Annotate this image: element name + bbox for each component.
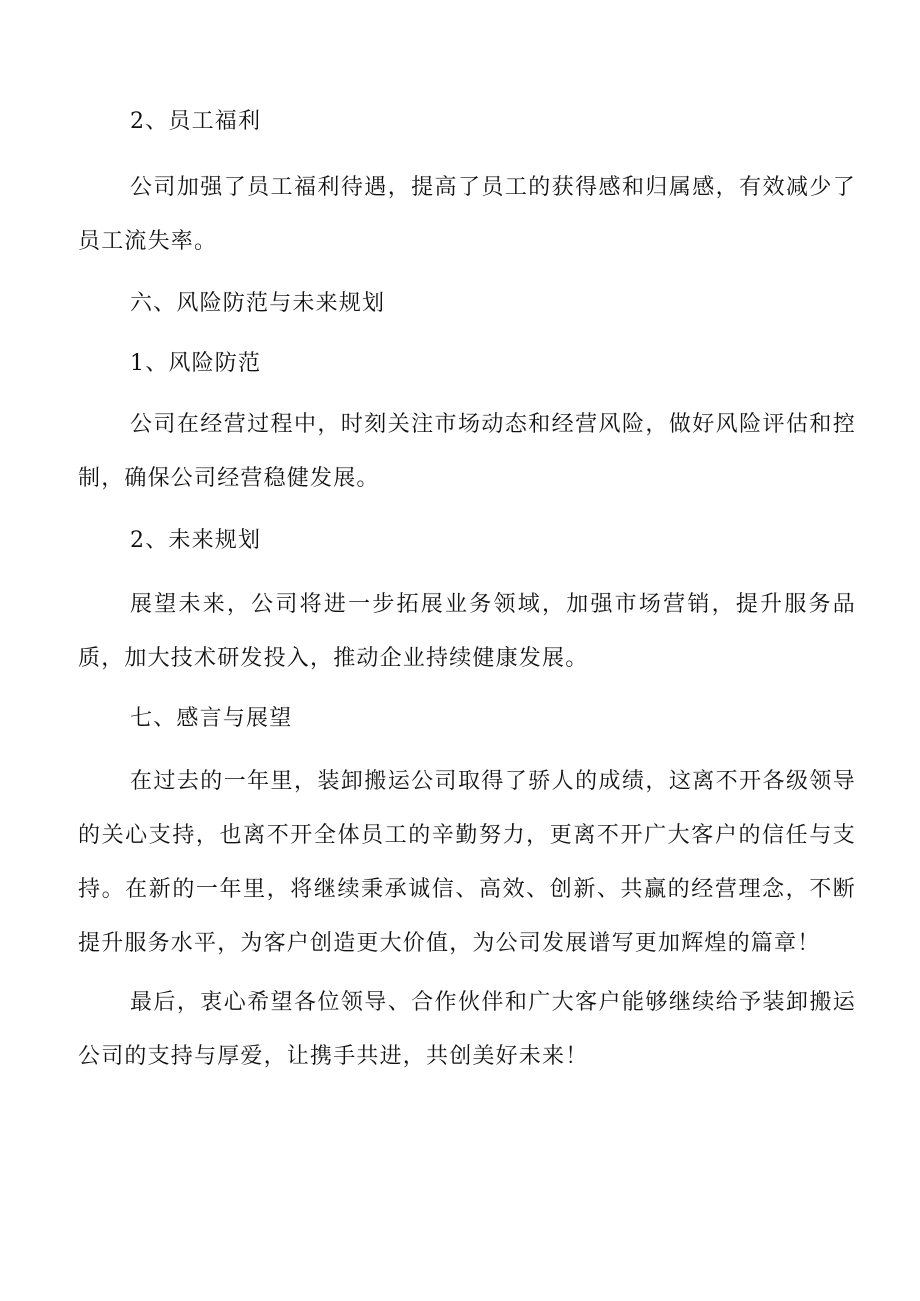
paragraph-closing: 最后，衷心希望各位领导、合作伙伴和广大客户能够继续给予装卸搬运公司的支持与厚爱，让携手共进，共创美好未来！ (78, 990, 856, 1069)
paragraph-risk-prevention: 公司在经营过程中，时刻关注市场动态和经营风险，做好风险评估和控制，确保公司经营稳健发展。 (78, 412, 856, 491)
section-heading-employee-benefits: 2、员工福利 (130, 109, 262, 134)
chapter-heading-reflections: 七、感言与展望 (130, 706, 293, 731)
paragraph-future-planning: 展望未来，公司将进一步拓展业务领域，加强市场营销，提升服务品质，加大技术研发投入，推动企业持续健康发展。 (78, 592, 856, 671)
paragraph-employee-benefits: 公司加强了员工福利待遇，提高了员工的获得感和归属感，有效减少了员工流失率。 (78, 175, 856, 254)
section-heading-risk-prevention: 1、风险防范 (130, 351, 262, 376)
paragraph-reflections: 在过去的一年里，装卸搬运公司取得了骄人的成绩，这离不开各级领导的关心支持，也离不开全体员工的辛勤努力，更离不开广大客户的信任与支持。在新的一年里，将继续秉承诚信、高效、创新、共赢的经营理念，不断提升服务水平，为客户创造更大价值，为公司发展谱写更加辉煌的篇章！ (78, 769, 856, 956)
section-heading-future-planning: 2、未来规划 (130, 528, 262, 553)
chapter-heading-risk-and-planning: 六、风险防范与未来规划 (130, 291, 386, 316)
